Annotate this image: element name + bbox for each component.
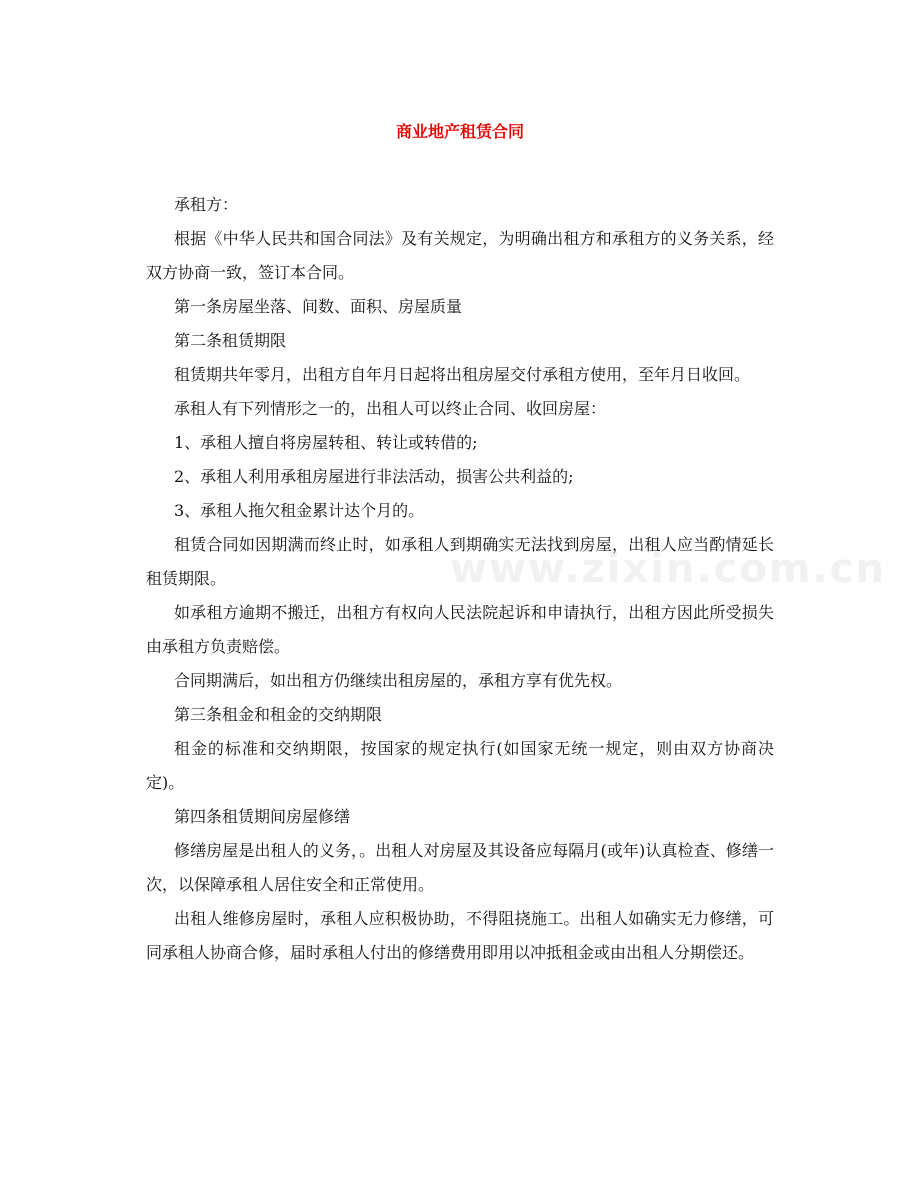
document-title: 商业地产租赁合同 bbox=[395, 122, 524, 141]
paragraph-lessee: 承租方： bbox=[174, 195, 239, 214]
paragraph-extension: 租赁合同如因期满而终止时，如承租人到期确实无法找到房屋，出租人应当酌情延长租赁期限。 bbox=[146, 535, 774, 588]
article-2-heading: 第二条租赁期限 bbox=[174, 331, 287, 350]
watermark: www.zixin.com.cn bbox=[450, 546, 886, 592]
list-item-2: 2、承租人利用承租房屋进行非法活动，损害公共利益的; bbox=[174, 467, 574, 486]
list-item-1: 1、承租人擅自将房屋转租、转让或转借的; bbox=[174, 433, 478, 452]
paragraph-repair-cooperation: 出租人维修房屋时，承租人应积极协助，不得阻挠施工。出租人如确实无力修缮，可同承租人协商合修，届时承租人付出的修缮费用即用以冲抵租金或由出租人分期偿还。 bbox=[146, 909, 774, 962]
paragraph-rent-standard: 租金的标准和交纳期限，按国家的规定执行(如国家无统一规定，则由双方协商决定)。 bbox=[146, 739, 774, 792]
paragraph-repair-duty: 修缮房屋是出租人的义务，。出租人对房屋及其设备应每隔月(或年)认真检查、修缮一次，以保障承租人居住安全和正常使用。 bbox=[146, 841, 774, 894]
article-1-heading: 第一条房屋坐落、间数、面积、房屋质量 bbox=[174, 297, 463, 316]
paragraph-priority: 合同期满后，如出租方仍继续出租房屋的，承租方享有优先权。 bbox=[174, 671, 623, 690]
article-4-heading: 第四条租赁期间房屋修缮 bbox=[174, 807, 351, 826]
paragraph-termination-conditions: 承租人有下列情形之一的，出租人可以终止合同、收回房屋： bbox=[174, 399, 607, 418]
article-3-heading: 第三条租金和租金的交纳期限 bbox=[174, 705, 383, 724]
paragraph-overdue: 如承租方逾期不搬迁，出租方有权向人民法院起诉和申请执行，出租方因此所受损失由承租方负责赔偿。 bbox=[146, 603, 774, 656]
paragraph-preamble: 根据《中华人民共和国合同法》及有关规定，为明确出租方和承租方的义务关系，经双方协商一致，签订本合同。 bbox=[146, 229, 774, 282]
document-body bbox=[146, 188, 774, 970]
paragraph-lease-term: 租赁期共年零月，出租方自年月日起将出租房屋交付承租方使用，至年月日收回。 bbox=[174, 365, 751, 384]
list-item-3: 3、承租人拖欠租金累计达个月的。 bbox=[174, 501, 425, 520]
